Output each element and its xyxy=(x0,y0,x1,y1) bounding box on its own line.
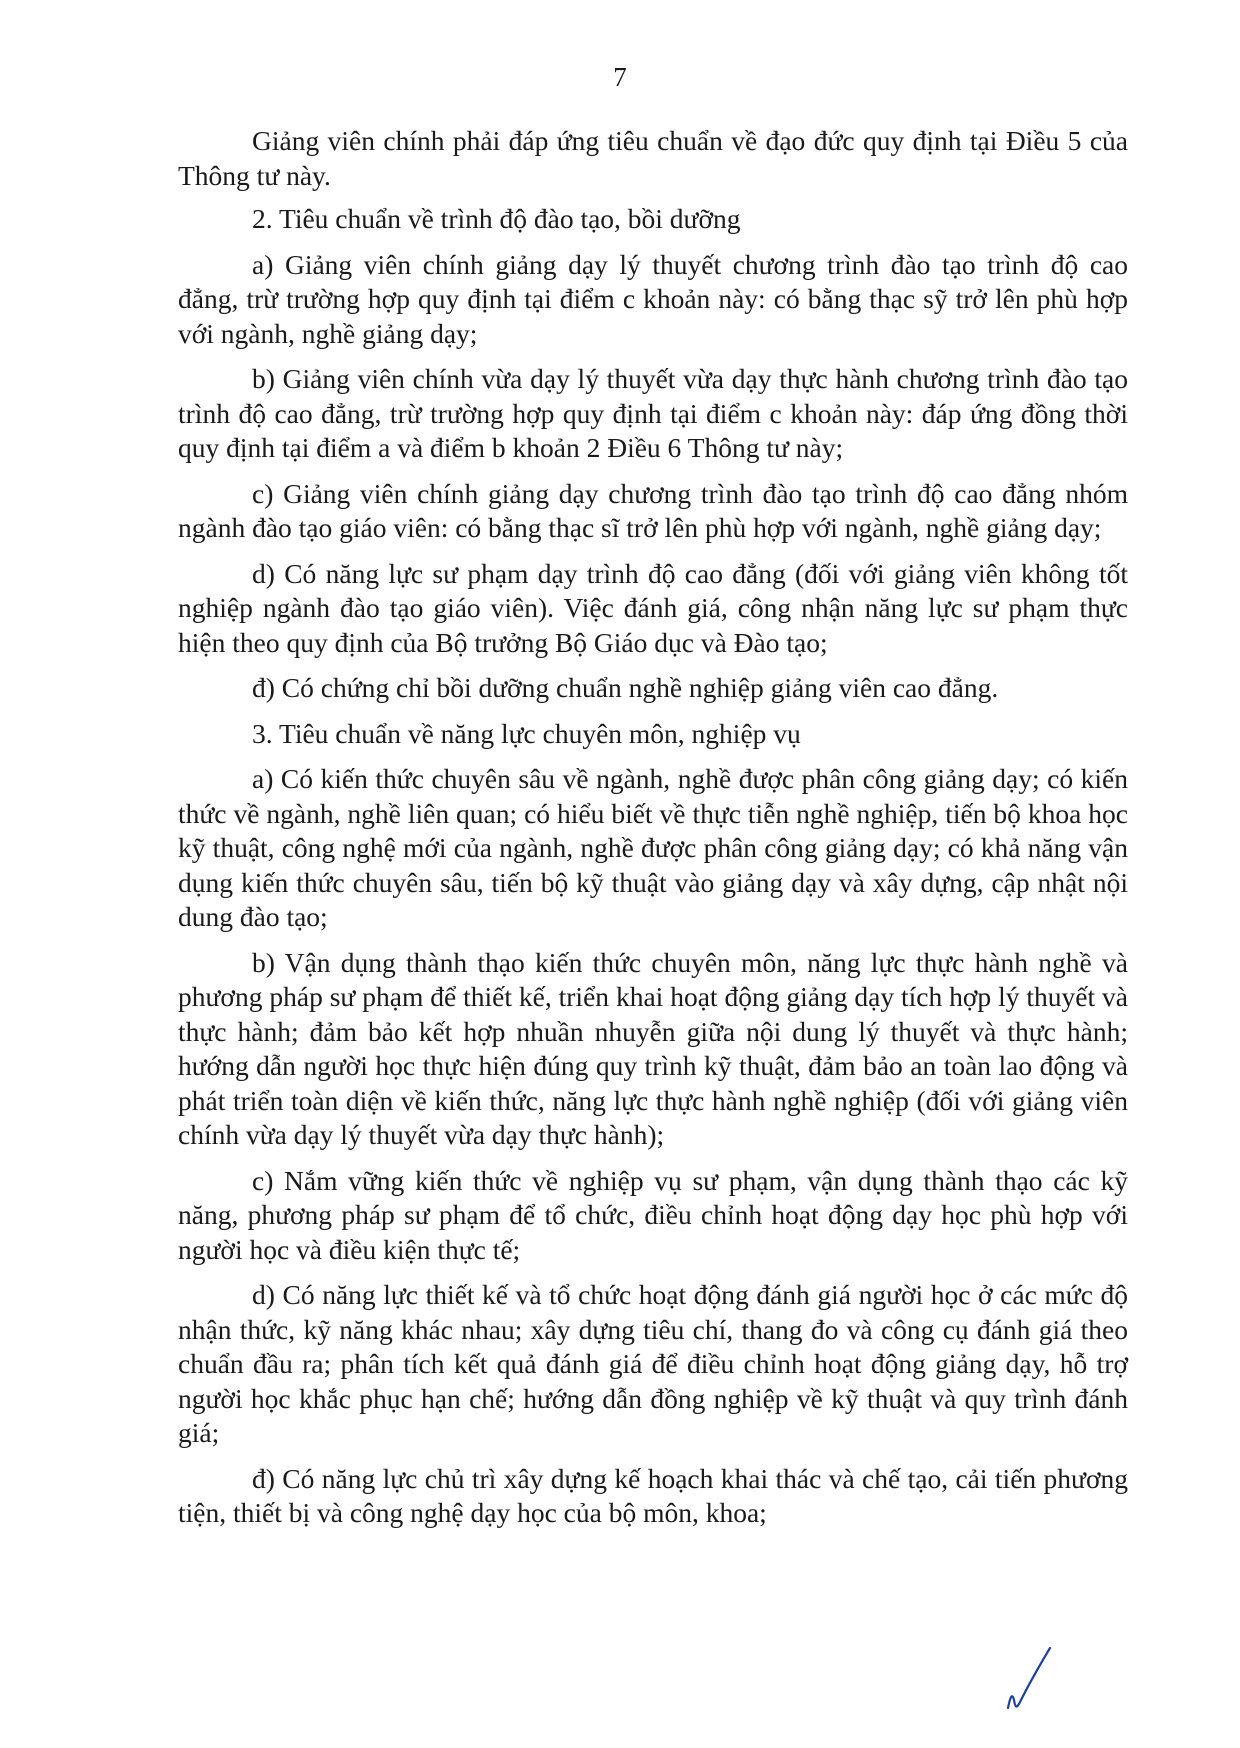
paragraph-2d: d) Có năng lực sư phạm dạy trình độ cao đẳng (đối với giảng viên không tốt nghiệp ngành đào tạo giáo viên). Việc đánh giá, công nhận năng lực sư phạm thực hiện theo quy định của Bộ trưởng Bộ Giáo dục và Đào tạo; xyxy=(178,557,1128,658)
heading-training-standards: 2. Tiêu chuẩn về trình độ đào tạo, bồi dưỡng xyxy=(252,203,741,234)
paragraph-3d: d) Có năng lực thiết kế và tổ chức hoạt động đánh giá người học ở các mức độ nhận thức, kỹ năng khác nhau; xây dựng tiêu chí, thang đo và công cụ đánh giá theo chuẩn đầu ra; phân tích kết quả đánh giá để điều chỉnh hoạt động giảng dạy, hỗ trợ người học khắc phục hạn chế; hướng dẫn đồng nghiệp về kỹ thuật và quy trình đánh giá; xyxy=(178,1279,1128,1448)
document-body xyxy=(178,124,1128,1542)
paragraph-3b: b) Vận dụng thành thạo kiến thức chuyên môn, năng lực thực hành nghề và phương pháp sư phạm để thiết kế, triển khai hoạt động giảng dạy tích hợp lý thuyết và thực hành; đảm bảo kết hợp nhuần nhuyễn giữa nội dung lý thuyết và thực hành; hướng dẫn người học thực hiện đúng quy trình kỹ thuật, đảm bảo an toàn lao động và phát triển toàn diện về kiến thức, năng lực thực hành nghề nghiệp (đối với giảng viên chính vừa dạy lý thuyết vừa dạy thực hành); xyxy=(178,946,1128,1150)
initial-signature xyxy=(1000,1640,1060,1720)
heading-professional-standards: 3. Tiêu chuẩn về năng lực chuyên môn, nghiệp vụ xyxy=(252,717,801,749)
paragraph-2a: a) Giảng viên chính giảng dạy lý thuyết chương trình đào tạo trình độ cao đẳng, trừ trường hợp quy định tại điểm c khoản này: có bằng thạc sỹ trở lên phù hợp với ngành, nghề giảng dạy; xyxy=(178,248,1128,349)
paragraph-3dd: đ) Có năng lực chủ trì xây dựng kế hoạch khai thác và chế tạo, cải tiến phương tiện, thiết bị và công nghệ dạy học của bộ môn, khoa; xyxy=(178,1462,1128,1528)
paragraph-3c: c) Nắm vững kiến thức về nghiệp vụ sư phạm, vận dụng thành thạo các kỹ năng, phương pháp sư phạm để tổ chức, điều chỉnh hoạt động dạy học phù hợp với người học và điều kiện thực tế; xyxy=(178,1164,1128,1265)
paragraph-3a: a) Có kiến thức chuyên sâu về ngành, nghề được phân công giảng dạy; có kiến thức về ngành, nghề liên quan; có hiểu biết về thực tiễn nghề nghiệp, tiến bộ khoa học kỹ thuật, công nghệ mới của ngành, nghề được phân công giảng dạy; có khả năng vận dụng kiến thức chuyên sâu, tiến bộ kỹ thuật vào giảng dạy và xây dựng, cập nhật nội dung đào tạo; xyxy=(178,763,1128,932)
paragraph-ethics: Giảng viên chính phải đáp ứng tiêu chuẩn về đạo đức quy định tại Điều 5 của Thông tư này. xyxy=(178,125,1128,191)
page-number: 7 xyxy=(613,62,627,92)
paragraph-2c: c) Giảng viên chính giảng dạy chương trình đào tạo trình độ cao đẳng nhóm ngành đào tạo giáo viên: có bằng thạc sĩ trở lên phù hợp với ngành, nghề giảng dạy; xyxy=(178,477,1128,543)
paragraph-2dd: đ) Có chứng chỉ bồi dưỡng chuẩn nghề nghiệp giảng viên cao đẳng. xyxy=(252,672,999,703)
paragraph-2b: b) Giảng viên chính vừa dạy lý thuyết vừa dạy thực hành chương trình đào tạo trình độ cao đẳng, trừ trường hợp quy định tại điểm c khoản này: đáp ứng đồng thời quy định tại điểm a và điểm b khoản 2 Điều 6 Thông tư này; xyxy=(178,363,1128,463)
